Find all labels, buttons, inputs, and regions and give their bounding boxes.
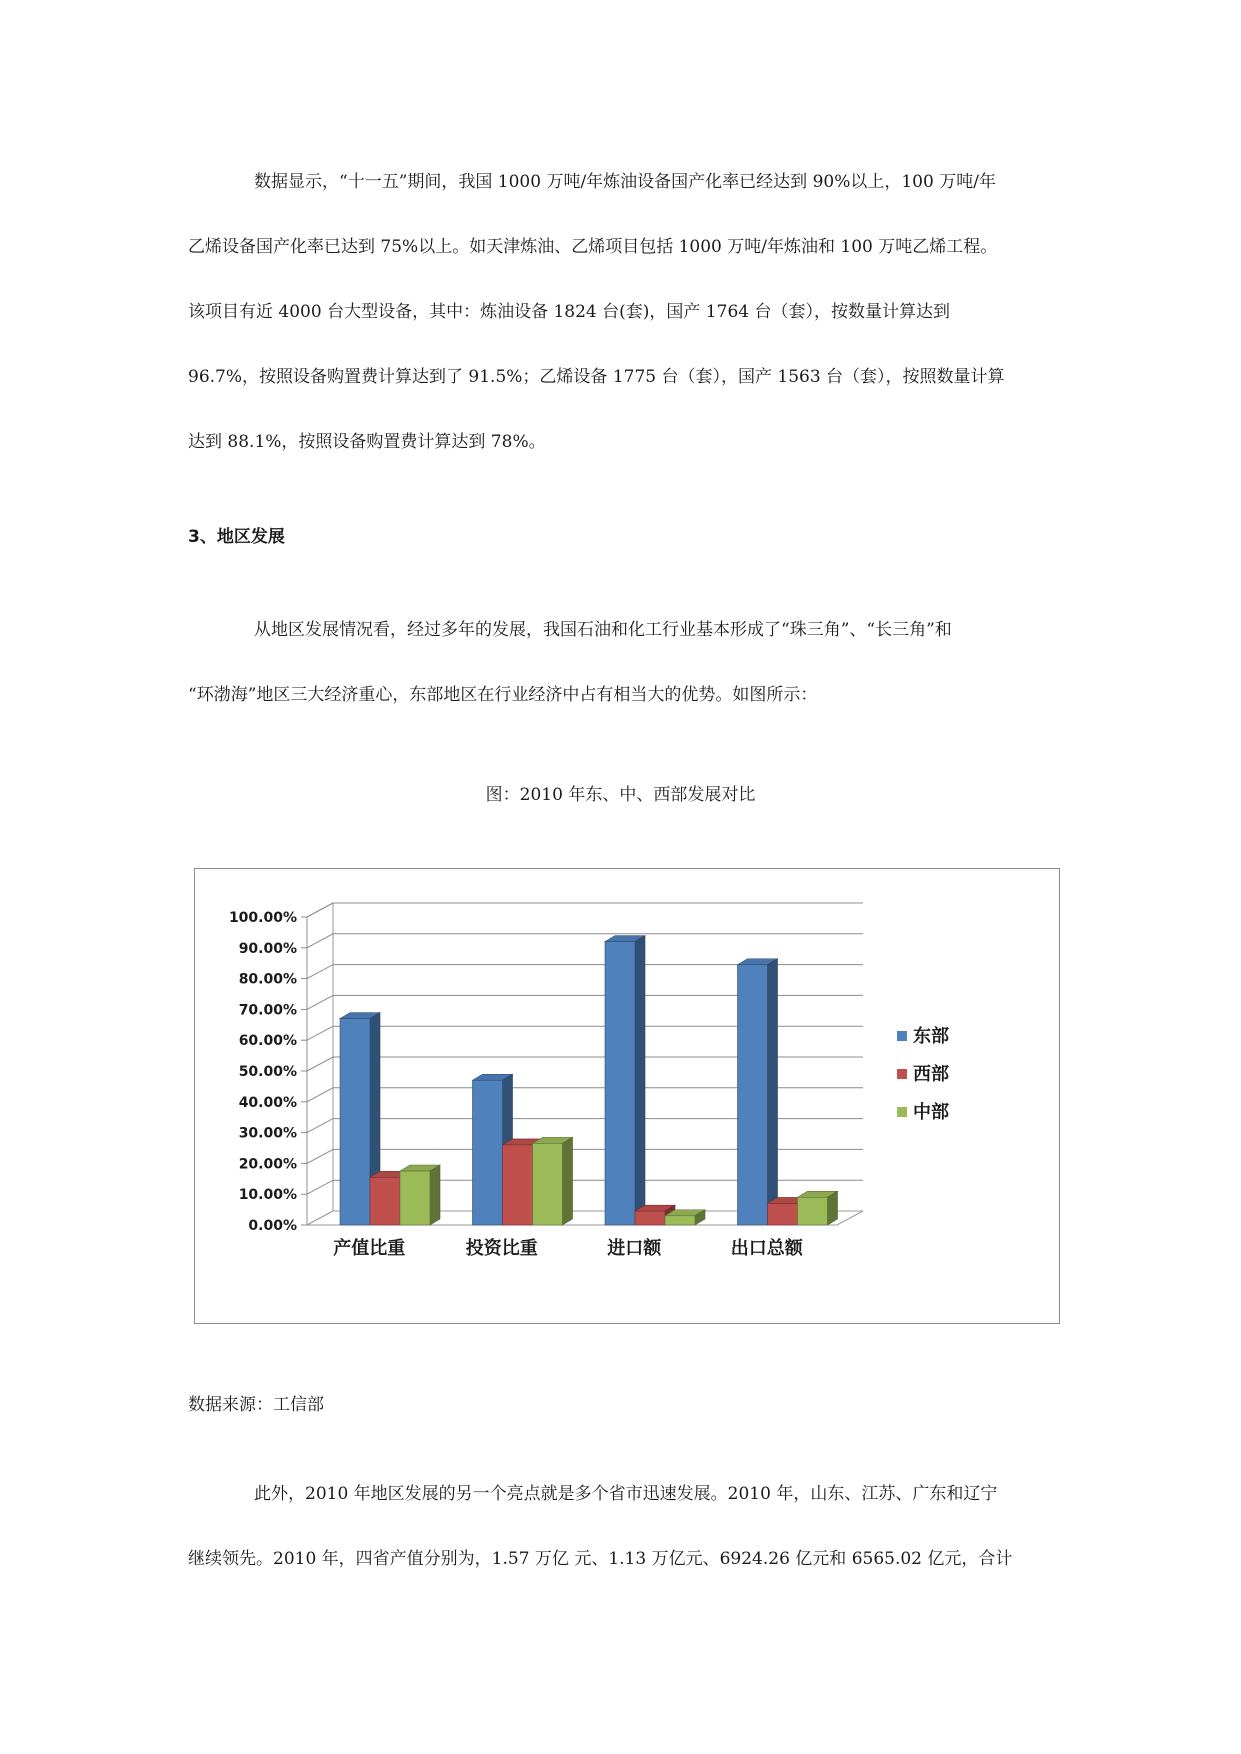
y-tick-label: 60.00% [238,1033,297,1050]
legend-swatch-西部 [897,1069,907,1079]
paragraph-line: “环渤海”地区三大经济重心，东部地区在行业经济中占有相当大的优势。如图所示： [188,685,818,705]
figure-caption: 图：2010 年东、中、西部发展对比 [485,785,756,805]
paragraph-provincial-output [188,1462,1054,1592]
gridline [307,903,863,917]
y-tick-label: 90.00% [238,940,297,957]
paragraph-regional-development [188,598,1054,728]
regional-comparison-chart [195,869,1058,1322]
gridline [307,1088,863,1102]
bar-中部-投资比重 [533,1143,563,1225]
bar-东部-进口额 [605,942,635,1225]
paragraph-line: 从地区发展情况看，经过多年的发展，我国石油和化工行业基本形成了“珠三角”、“长三角”和 [254,620,952,640]
y-tick-label: 100.00% [228,910,297,926]
paragraph-line: 该项目有近 4000 台大型设备，其中：炼油设备 1824 台(套)，国产 1764 台（套），按数量计算达到 [188,302,950,322]
paragraph-line: 数据显示，“十一五”期间，我国 1000 万吨/年炼油设备国产化率已经达到 90%以上，100 万吨/年 [254,172,996,192]
paragraph-line: 继续领先。2010 年，四省产值分别为，1.57 万亿 元、1.13 万亿元、6924.26 亿元和 6565.02 亿元，合计 [188,1549,1013,1569]
paragraph-line: 96.7%，按照设备购置费计算达到了 91.5%；乙烯设备 1775 台（套），国产 1563 台（套），按照数量计算 [188,367,1005,387]
chart-frame [194,868,1060,1324]
bar-中部-出口总额 [798,1197,828,1225]
bar-西部-出口总额 [768,1203,798,1225]
y-tick-label: 20.00% [238,1156,297,1173]
gridline [307,934,863,948]
bar-中部-进口额 [665,1216,695,1225]
bar-西部-进口额 [635,1211,665,1225]
y-tick-label: 30.00% [238,1125,297,1142]
gridline [307,995,863,1009]
paragraph-line: 乙烯设备国产化率已达到 75%以上。如天津炼油、乙烯项目包括 1000 万吨/年炼油和 100 万吨乙烯工程。 [188,237,998,257]
bar-西部-投资比重 [503,1145,533,1225]
bar-side-中部-投资比重 [563,1137,573,1225]
bar-西部-产值比重 [370,1177,400,1225]
bar-东部-产值比重 [340,1019,370,1225]
paragraph-line: 达到 88.1%，按照设备购置费计算达到 78%。 [188,432,546,452]
bar-中部-产值比重 [400,1171,430,1225]
legend-label: 东部 [913,1026,949,1047]
section-heading: 3、地区发展 [188,527,285,547]
gridline [307,1026,863,1040]
gridline [307,1149,863,1163]
bar-side-东部-出口总额 [768,959,778,1225]
bar-东部-出口总额 [738,965,768,1225]
legend-swatch-中部 [897,1107,907,1117]
data-source-note: 数据来源：工信部 [188,1395,324,1415]
gridline [307,1057,863,1071]
gridline [307,1119,863,1133]
paragraph-equipment-localization [188,150,1054,475]
y-tick-label: 0.00% [248,1218,297,1234]
bar-东部-投资比重 [473,1080,503,1225]
x-category-label: 进口额 [607,1238,662,1259]
legend-label: 中部 [913,1102,949,1123]
bar-side-中部-出口总额 [828,1191,838,1225]
y-tick-label: 50.00% [238,1064,297,1080]
paragraph-line: 此外，2010 年地区发展的另一个亮点就是多个省市迅速发展。2010 年，山东、江苏、广东和辽宁 [254,1484,998,1504]
x-category-label: 投资比重 [465,1238,538,1259]
bar-side-中部-产值比重 [430,1165,440,1225]
bar-side-东部-进口额 [635,936,645,1225]
x-category-label: 出口总额 [730,1238,803,1259]
x-category-label: 产值比重 [333,1238,406,1259]
y-tick-label: 10.00% [238,1187,297,1204]
y-tick-label: 40.00% [238,1094,297,1111]
y-tick-label: 70.00% [238,1002,297,1019]
gridline [307,965,863,979]
legend-swatch-东部 [897,1031,907,1041]
y-tick-label: 80.00% [238,971,297,988]
legend-label: 西部 [913,1064,949,1085]
